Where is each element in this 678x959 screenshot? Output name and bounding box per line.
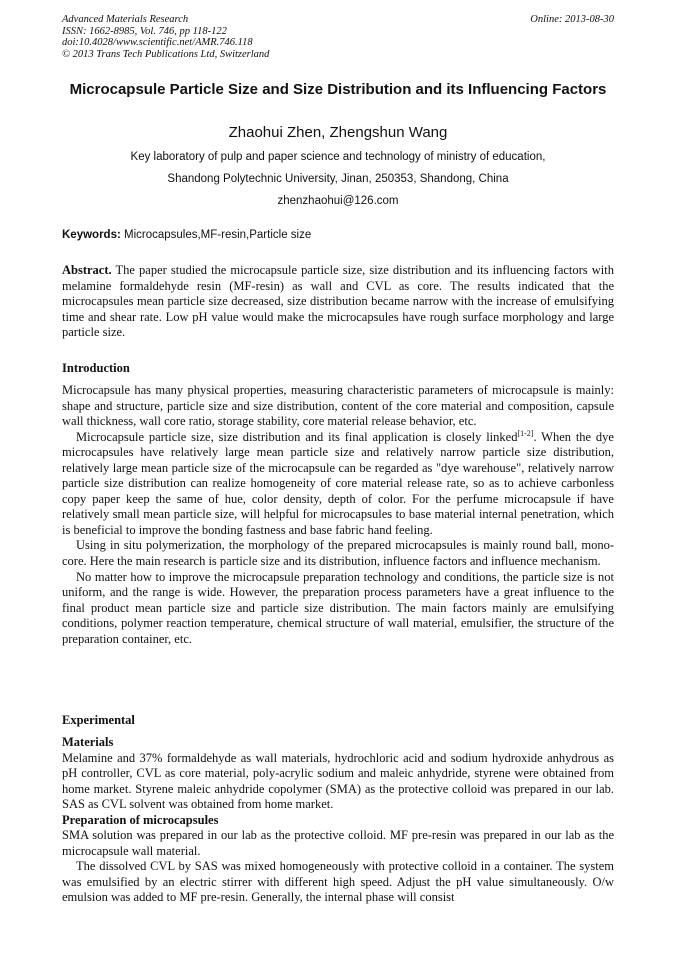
intro-paragraph-1: Microcapsule has many physical properties, measuring characteristic parameters of microcapsule is mainly: shape and structure, particle size and size distribution, content of the core material and composition, capsule wall thickness, wall core ratio, storage stability, core material release behavior, etc. [62,383,614,429]
intro-paragraph-4: No matter how to improve the microcapsule preparation technology and conditions, the particle size is not uniform, and the range is wide. However, the preparation process parameters have a great influence to the final product mean particle size and particle size distribution. The main factors mainly are emulsifying conditions, polymer reaction temperature, chemical structure of wall material, emulsifier, the structure of the preparation container, etc. [62,569,614,646]
introduction-heading: Introduction [62,361,130,375]
paper-authors: Zhaohui Zhen, Zhengshun Wang [228,124,448,141]
materials-paragraph: Melamine and 37% formaldehyde as wall materials, hydrochloric acid and sodium hydroxide anhydrous as pH controller, CVL as core material, poly-acrylic sodium and maleic anhydride, styrene were obtained from home market. Styrene maleic anhydride copolymer (SMA) as the protective colloid was prepared in our lab. SAS as CVL solvent was obtained from home market. [62,750,614,812]
keywords-label: Keywords: [62,229,121,241]
journal-header [62,14,614,60]
abstract-label: Abstract. [62,263,112,277]
experimental-body [62,735,614,906]
preparation-paragraph-2: The dissolved CVL by SAS was mixed homogeneously with protective colloid in a container. The system was emulsified by an electric stirrer with different high speed. Adjust the pH value simultaneously. O/w emulsion was added to MF pre-resin. Generally, the internal phase will consist [62,859,614,905]
keywords-text: Microcapsules,MF-resin,Particle size [120,229,312,241]
issn-line: ISSN: 1662-8985, Vol. 746, pp 118-122 [62,25,227,37]
introduction-body [62,383,614,647]
keywords [62,228,614,242]
author-email: zhenzhaohui@126.com [277,195,399,207]
abstract [62,263,614,341]
affiliation-line-2: Shandong Polytechnic University, Jinan, 250353, Shandong, China [167,173,509,185]
copyright-line: © 2013 Trans Tech Publications Ltd, Switzerland [62,48,270,60]
doi-line: doi:10.4028/www.scientific.net/AMR.746.118 [62,37,253,48]
materials-heading: Materials [62,735,114,749]
citation-1-2: [1-2] [517,428,534,438]
online-date: Online: 2013-08-30 [530,14,614,25]
journal-name: Advanced Materials Research [62,14,189,25]
paper-title: Microcapsule Particle Size and Size Distribution and its Influencing Factors [69,81,607,98]
preparation-paragraph-1: SMA solution was prepared in our lab as the protective colloid. MF pre-resin was prepared in our lab as the microcapsule wall material. [62,828,614,858]
experimental-heading: Experimental [62,713,135,727]
preparation-heading: Preparation of microcapsules [62,812,219,827]
intro-paragraph-2-rest: . When the dye microcapsules have relatively large mean particle size and relatively narrow particle size distribution, relatively large mean particle size of the microcapsule can be regarded as "dye warehouse", relatively narrow particle size distribution can realize homogeneity of core material release rate, so as to achieve carbonless copy paper keep the same of hue, color density, depth of color. For the perfume microcapsule if have relatively small mean particle size, will helpful for microcapsules to base material internal penetration, which is beneficial to improve the bonding fastness and base fabric hand feeling. [62,429,614,537]
intro-paragraph-2 [62,430,614,539]
affiliation-line-1: Key laboratory of pulp and paper science and technology of ministry of education, [130,151,546,163]
intro-paragraph-2-text: Microcapsule particle size, size distribution and its final application is closely linked [76,429,518,444]
abstract-text: The paper studied the microcapsule particle size, size distribution and its influencing factors with melamine formaldehyde resin (MF-resin) as wall and CVL as core. The results indicated that the microcapsules mean particle size decreased, size distribution became narrow with the increase of emulsifying time and shear rate. Low pH value would make the microcapsules have rough surface morphology and large particle size. [62,263,614,340]
intro-paragraph-3: Using in situ polymerization, the morphology of the prepared microcapsules is mainly round ball, mono-core. Here the main research is particle size and its distribution, influence factors and influence mechanism. [62,538,614,569]
